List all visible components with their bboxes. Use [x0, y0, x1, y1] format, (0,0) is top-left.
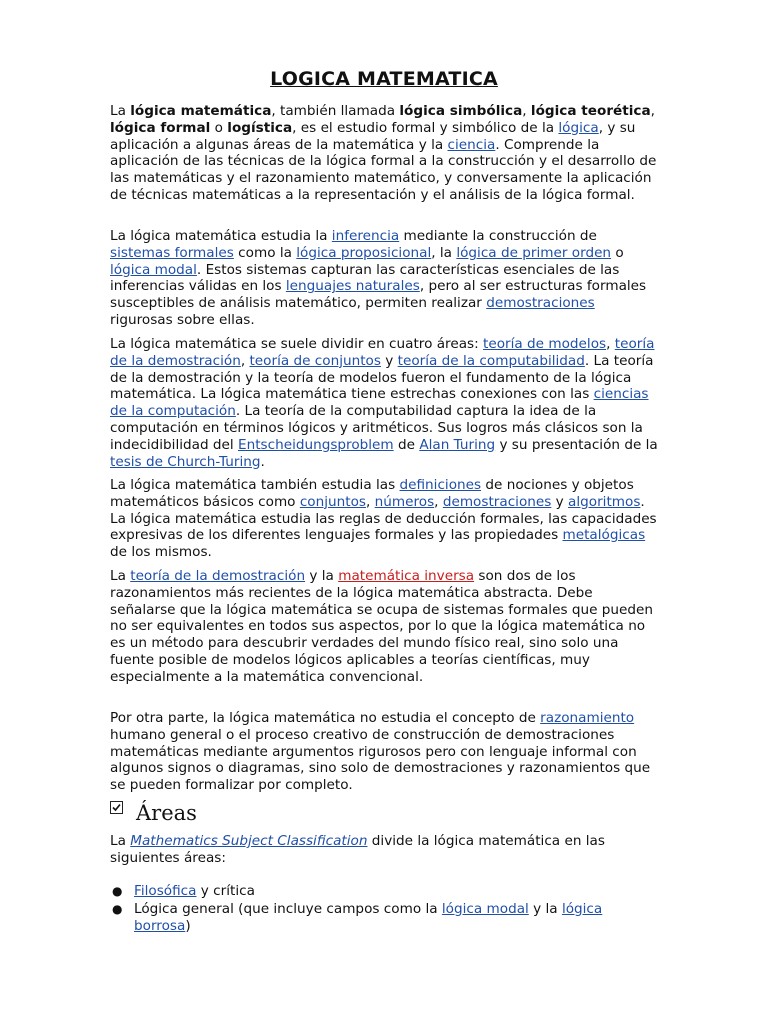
formal-systems-paragraph: La lógica matemática estudia la inferencia mediante la construcción de sistemas formales como la lógica proposicional, la lógica de primer orden o lógica modal. Estos sistemas capturan las características esenciales de las inferencias válidas en los lenguajes naturales, pero al ser estructuras formales susceptibles de análisis matemático, permiten realizar demostraciones rigurosas sobre ellas. [110, 228, 647, 328]
link-matematica-inversa[interactable]: matemática inversa [338, 568, 475, 584]
link-logica-modal-2[interactable]: lógica modal [441, 900, 529, 917]
link-conjuntos[interactable]: conjuntos [299, 493, 366, 510]
link-logica-borrosa[interactable]: lógica borrosa [134, 900, 603, 934]
link-filosofica[interactable]: Filosófica [134, 883, 197, 899]
link-logica-modal[interactable]: lógica modal [110, 261, 197, 278]
link-logica-primer-orden[interactable]: lógica de primer orden [456, 244, 612, 261]
link-ciencia[interactable]: ciencia [447, 136, 496, 153]
link-razonamiento[interactable]: razonamiento [540, 710, 635, 726]
link-teoria-modelos[interactable]: teoría de modelos [483, 336, 607, 352]
link-logica[interactable]: lógica [558, 119, 599, 136]
link-definiciones[interactable]: definiciones [399, 477, 482, 493]
link-teoria-demostracion[interactable]: teoría de la demostración [110, 336, 655, 369]
areas-heading-text: Áreas [136, 801, 197, 825]
link-alan-turing[interactable]: Alan Turing [419, 436, 496, 453]
link-entscheidungsproblem[interactable]: Entscheidungsproblem [238, 436, 394, 453]
link-teoria-computabilidad[interactable]: teoría de la computabilidad [397, 352, 585, 369]
checkbox-icon[interactable] [110, 801, 123, 814]
link-teoria-conjuntos[interactable]: teoría de conjuntos [249, 352, 381, 369]
intro-paragraph: La lógica matemática, también llamada lógica simbólica, lógica teorética, lógica formal o logística, es el estudio formal y simbólico de la lógica, y su aplicación a algunas áreas de la matemática y la ciencia. Comprende la aplicación de las técnicas de la lógica formal a la construcción y el desarrollo de las matemáticas y el razonamiento matemático, y conversamente la aplicación de técnicas matemáticas a la representación y el análisis de la lógica formal. [110, 103, 657, 203]
definitions-paragraph: La lógica matemática también estudia las definiciones de nociones y objetos matemáticos básicos como conjuntos, números, demostraciones y algoritmos. La lógica matemática estudia las reglas de deducción formales, las capacidades expresivas de los diferentes lenguajes formales y las propiedades metalógicas de los mismos. [110, 477, 657, 561]
reasoning-paragraph: Por otra parte, la lógica matemática no estudia el concepto de razonamiento humano general o el proceso creativo de construcción de demostraciones matemáticas mediante argumentos rigurosos pero con lenguaje informal con algunos signos o diagramas, sino solo de demostraciones y razonamientos que se pueden formalizar por completo. [110, 710, 651, 794]
link-numeros[interactable]: números [374, 493, 435, 510]
link-tesis-church-turing[interactable]: tesis de Church-Turing [110, 453, 261, 470]
page-title: LOGICA MATEMATICA [270, 68, 498, 90]
link-demostraciones[interactable]: demostraciones [486, 295, 595, 312]
areas-section-heading [110, 800, 197, 826]
list-item: ● Lógica general (que incluye campos como la lógica modal y la lógica borrosa) [112, 900, 603, 934]
link-sistemas-formales[interactable]: sistemas formales [110, 244, 234, 261]
list-item: ● Filosófica y crítica [112, 883, 255, 899]
link-ciencias-computacion[interactable]: ciencias de la computación [110, 386, 649, 420]
link-inferencia[interactable]: inferencia [331, 228, 400, 244]
areas-overview-paragraph: La lógica matemática se suele dividir en cuatro áreas: teoría de modelos, teoría de la demostración, teoría de conjuntos y teoría de la computabilidad. La teoría de la demostración y la teoría de modelos fueron el fundamento de la lógica matemática. La lógica matemática tiene estrechas conexiones con las ciencias de la computación. La teoría de la computabilidad captura la idea de la computación en términos lógicos y aritméticos. Sus logros más clásicos son la indecidibilidad del Entscheidungsproblem de Alan Turing y su presentación de la tesis de Church-Turing. [110, 336, 658, 470]
proof-theory-paragraph: La teoría de la demostración y la matemática inversa son dos de los razonamientos más recientes de la lógica matemática abstracta. Debe señalarse que la lógica matemática se ocupa de sistemas formales que pueden no ser equivalentes en todos sus aspectos, por lo que la lógica matemática no es un método para descubrir verdades del mundo físico real, sino solo una fuente posible de modelos lógicos aplicables a teorías científicas, muy especialmente a la matemática convencional. [110, 568, 653, 685]
msc-paragraph: La Mathematics Subject Classification divide la lógica matemática en las siguientes áreas: [110, 833, 605, 866]
link-metalogicas[interactable]: metalógicas [562, 527, 646, 544]
link-demostraciones-2[interactable]: demostraciones [442, 493, 552, 510]
link-teoria-demostracion-2[interactable]: teoría de la demostración [130, 568, 306, 584]
link-algoritmos[interactable]: algoritmos [568, 493, 641, 510]
link-lenguajes-naturales[interactable]: lenguajes naturales [285, 278, 420, 295]
bullet-icon: ● [112, 901, 123, 916]
link-mathematics-subject-classification[interactable]: Mathematics Subject Classification [130, 833, 368, 849]
link-logica-proposicional[interactable]: lógica proposicional [296, 244, 432, 261]
areas-list [110, 883, 658, 935]
bullet-icon: ● [112, 884, 123, 898]
